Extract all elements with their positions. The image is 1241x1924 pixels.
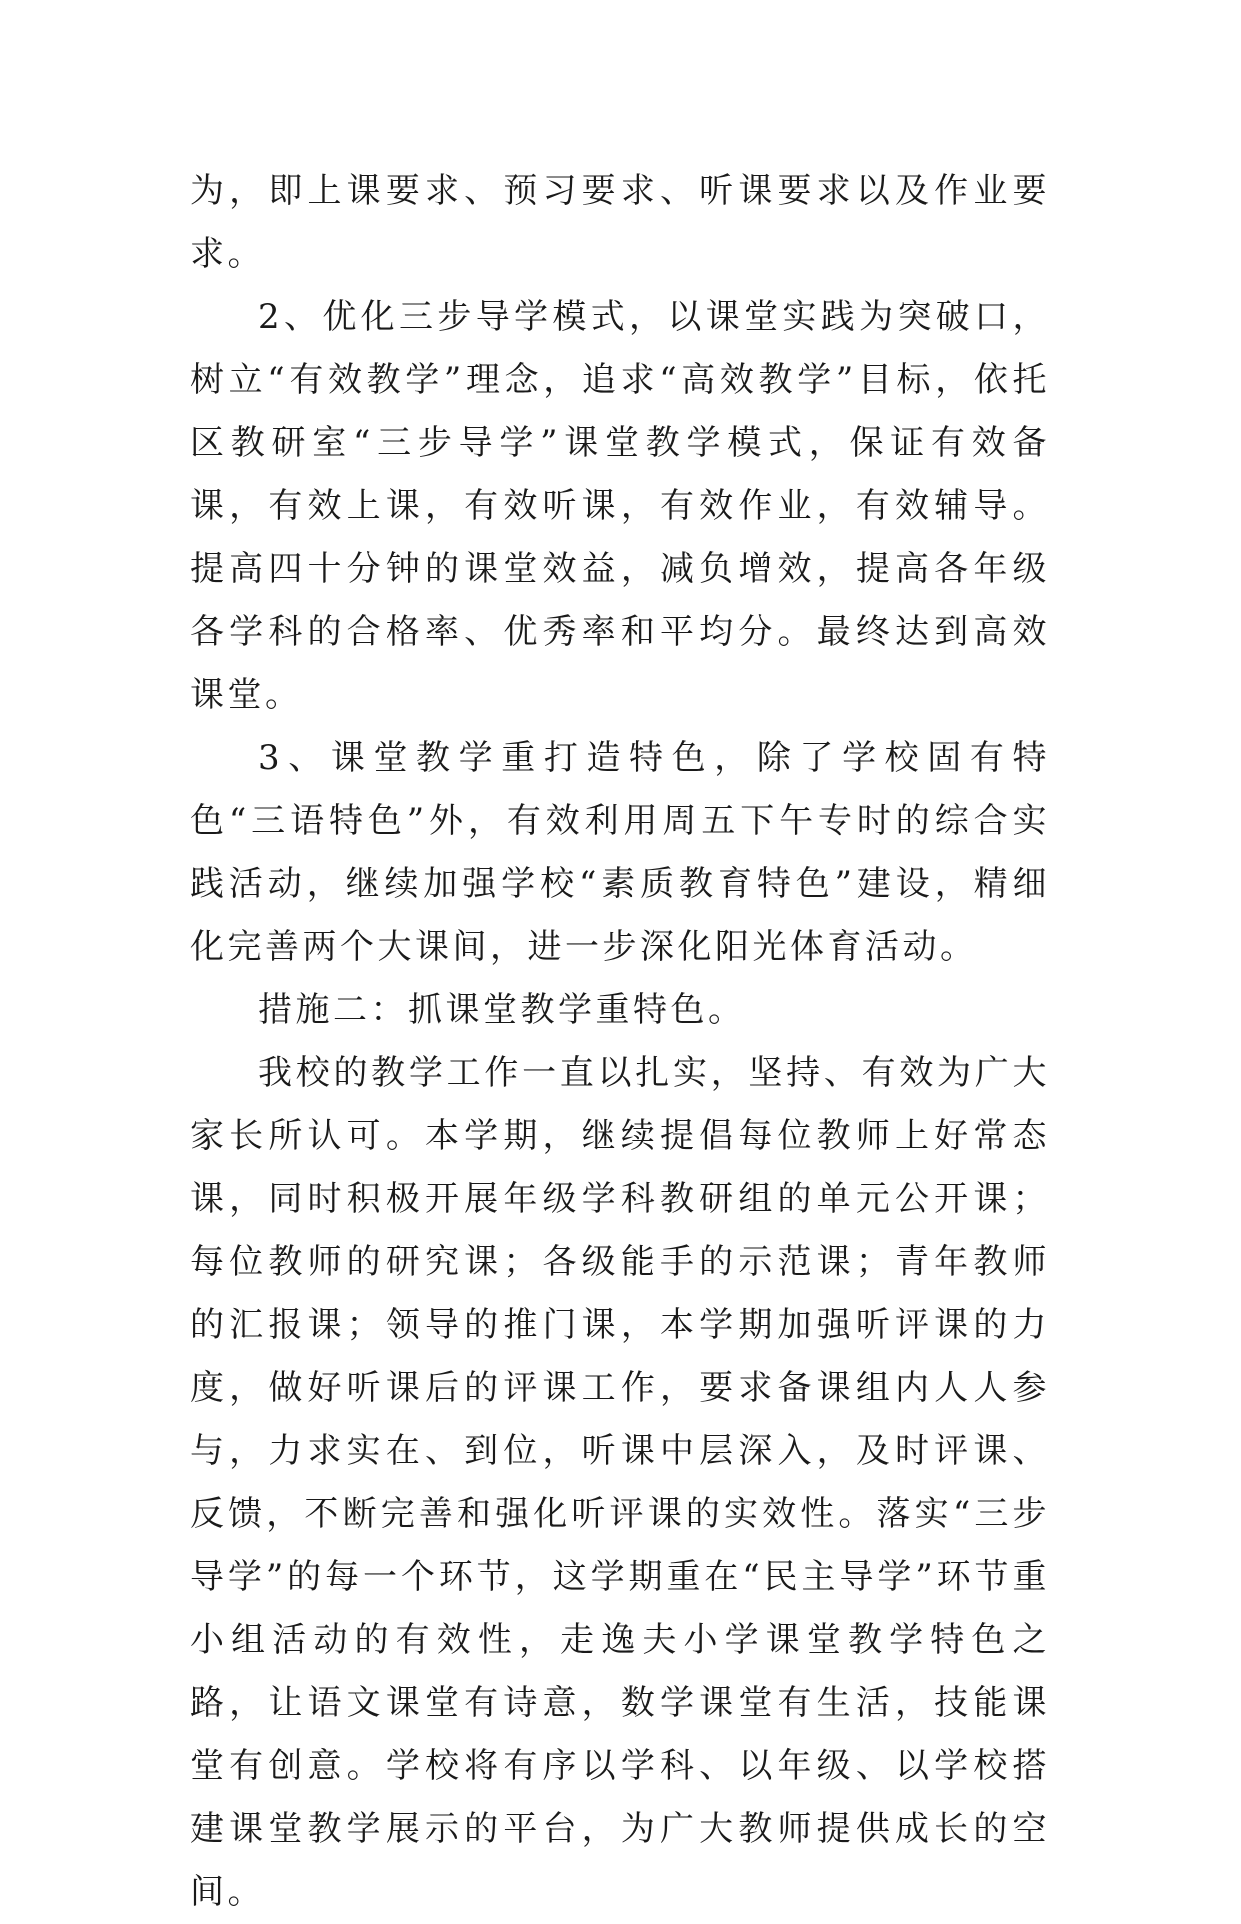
paragraph-continuation: 为，即上课要求、预习要求、听课要求以及作业要求。 [190, 171, 1050, 274]
document-body [190, 160, 1050, 1924]
section-heading-measure-two: 措施二：抓课堂教学重特色。 [258, 990, 746, 1030]
paragraph-item-3: 3、课堂教学重打造特色，除了学校固有特色“三语特色”外，有效利用周五下午专时的综合实践活动，继续加强学校“素质教育特色”建设，精细化完善两个大课间，进一步深化阳光体育活动。 [190, 738, 1050, 967]
paragraph-item-2: 2、优化三步导学模式，以课堂实践为突破口，树立“有效教学”理念，追求“高效教学”目标，依托区教研室“三步导学”课堂教学模式，保证有效备课，有效上课，有效听课，有效作业，有效辅导。提高四十分钟的课堂效益，减负增效，提高各年级各学科的合格率、优秀率和平均分。最终达到高效课堂。 [190, 297, 1050, 715]
paragraph-measure-two-body: 我校的教学工作一直以扎实，坚持、有效为广大家长所认可。本学期，继续提倡每位教师上好常态课，同时积极开展年级学科教研组的单元公开课；每位教师的研究课；各级能手的示范课；青年教师的汇报课；领导的推门课，本学期加强听评课的力度，做好听课后的评课工作，要求备课组内人人参与，力求实在、到位，听课中层深入，及时评课、反馈，不断完善和强化听评课的实效性。落实“三步导学”的每一个环节，这学期重在“民主导学”环节重小组活动的有效性，走逸夫小学课堂教学特色之路，让语文课堂有诗意，数学课堂有生活，技能课堂有创意。学校将有序以学科、以年级、以学校搭建课堂教学展示的平台，为广大教师提供成长的空间。 [190, 1053, 1050, 1912]
